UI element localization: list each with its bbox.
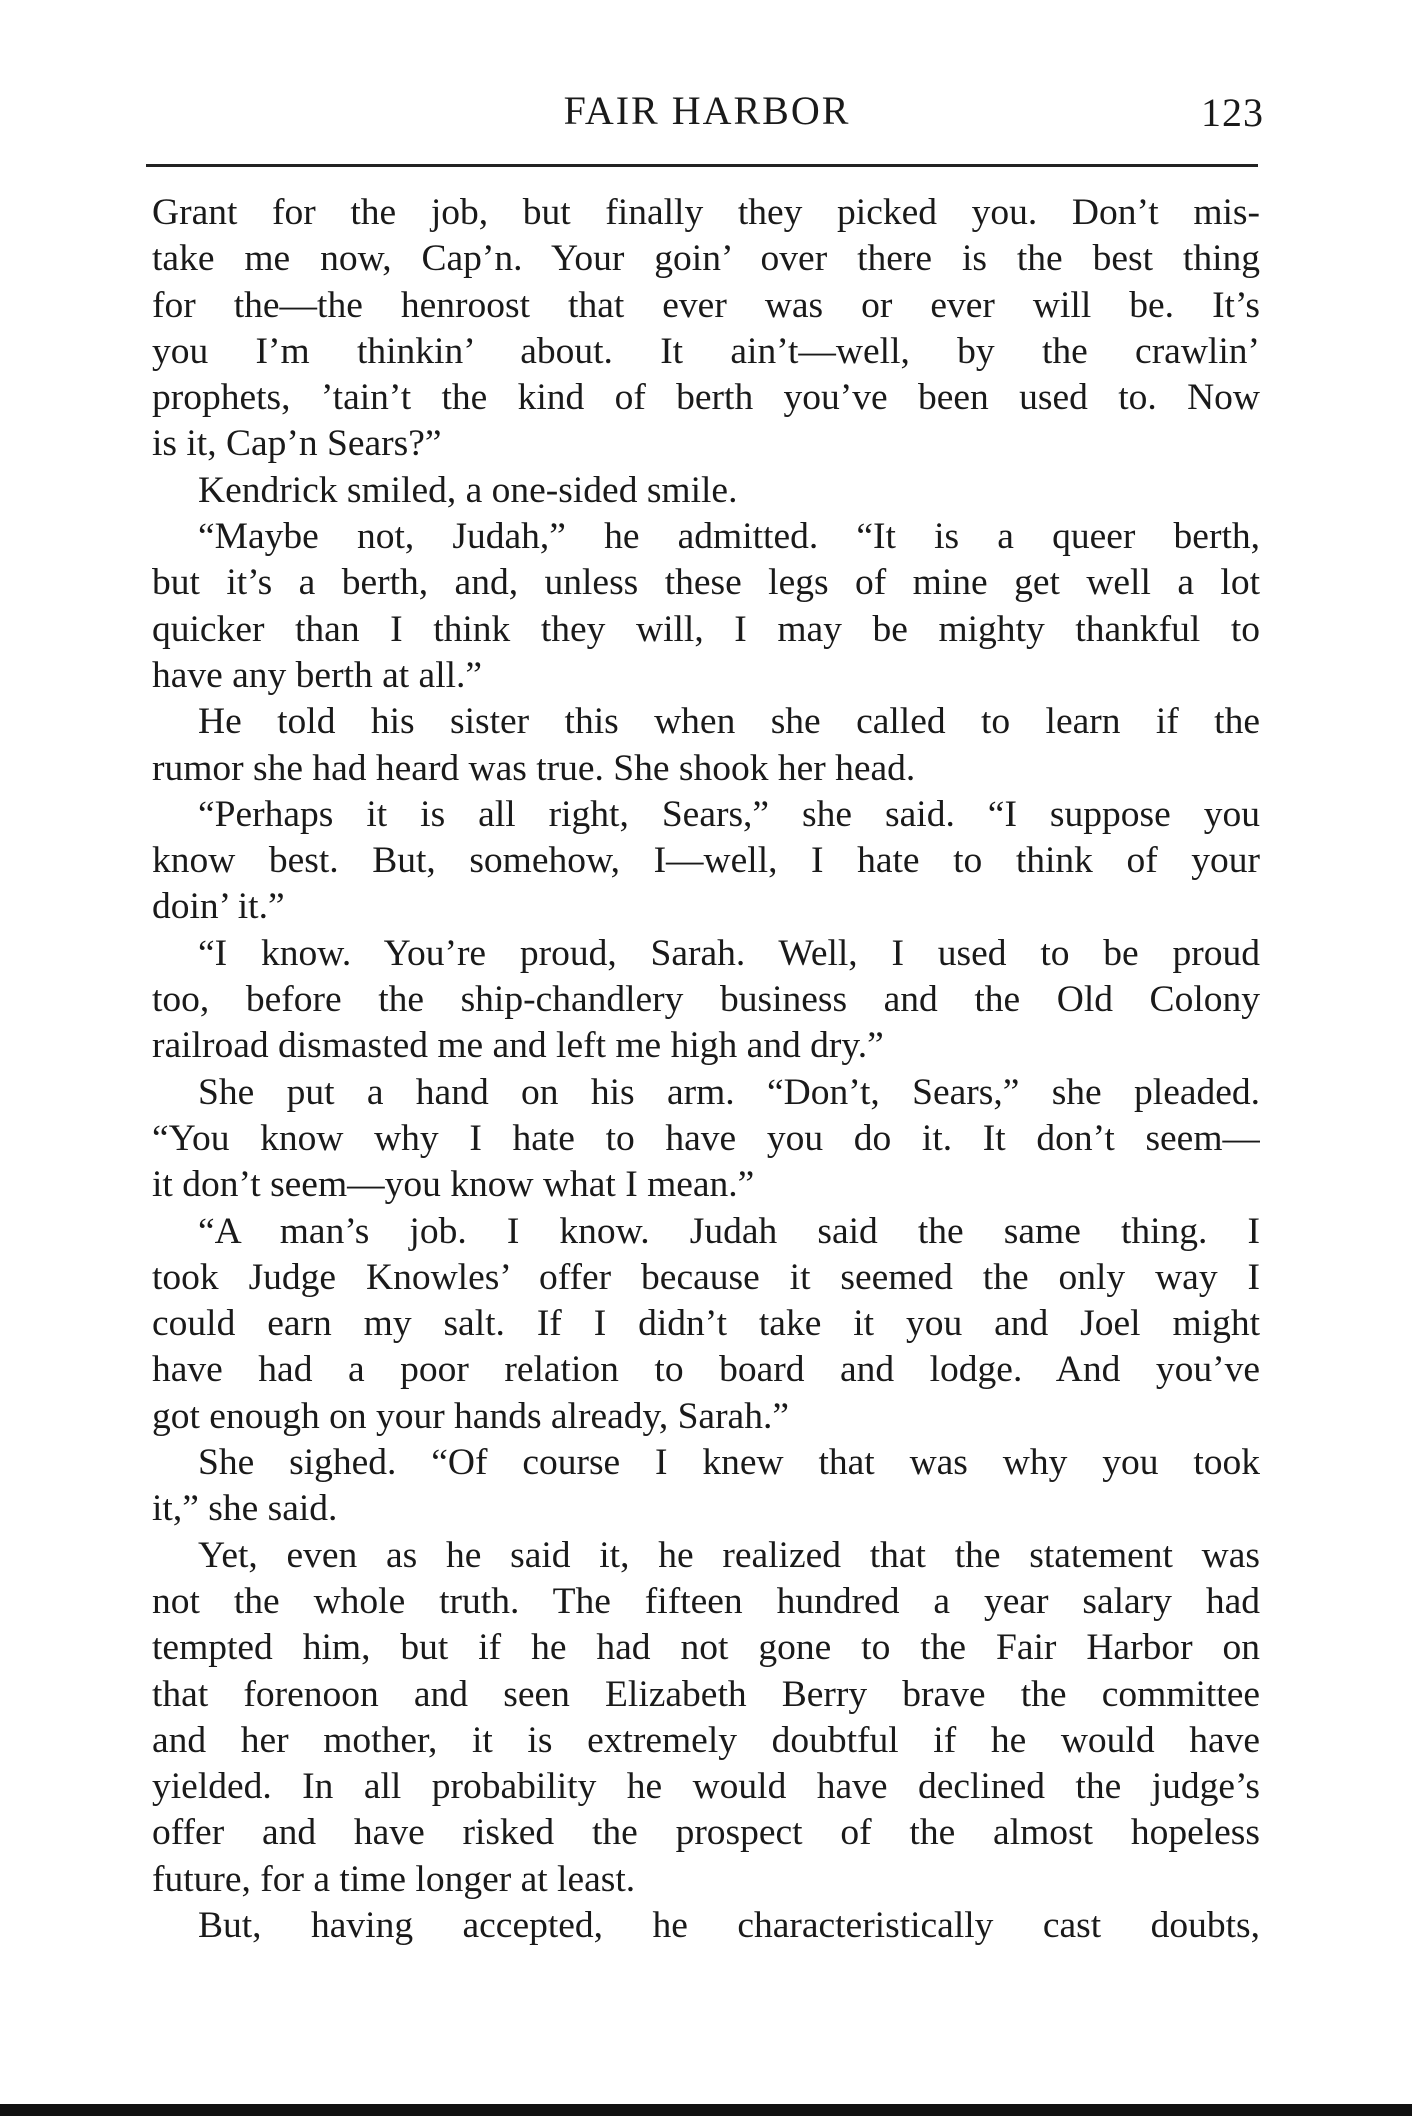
text-line: rumor she had heard was true. She shook her head. [152, 747, 916, 789]
text-line: prophets, ’tain’t the kind of berth you’ve been used to. Now [152, 377, 1260, 419]
text-line: it,” she said. [152, 1488, 338, 1530]
text-line: got enough on your hands already, Sarah.” [152, 1395, 789, 1437]
text-line: “I know. You’re proud, Sarah. Well, I used to be proud [198, 932, 1260, 974]
scan-bottom-edge [0, 2104, 1412, 2116]
text-line: you I’m thinkin’ about. It ain’t—well, by the crawlin’ [152, 330, 1260, 372]
text-line: “Maybe not, Judah,” he admitted. “It is a queer berth, [198, 516, 1260, 558]
text-line: not the whole truth. The fifteen hundred a year salary had [152, 1580, 1260, 1622]
running-head [150, 86, 1264, 146]
text-line: for the—the henroost that ever was or ever will be. It’s [152, 284, 1260, 326]
header-rule [146, 164, 1258, 167]
text-line: offer and have risked the prospect of the almost hopeless [152, 1812, 1260, 1854]
text-line: tempted him, but if he had not gone to the Fair Harbor on [152, 1627, 1260, 1669]
text-line: took Judge Knowles’ offer because it seemed the only way I [152, 1256, 1260, 1298]
page-number: 123 [1201, 90, 1264, 135]
text-line: railroad dismasted me and left me high and dry.” [152, 1025, 884, 1067]
text-line: future, for a time longer at least. [152, 1858, 636, 1900]
text-line: have any berth at all.” [152, 654, 483, 696]
body-text [152, 190, 1260, 1949]
text-line: have had a poor relation to board and lodge. And you’ve [152, 1349, 1260, 1391]
text-line: it don’t seem—you know what I mean.” [152, 1164, 755, 1206]
text-line: Yet, even as he said it, he realized that the statement was [198, 1534, 1260, 1576]
text-line: but it’s a berth, and, unless these legs of mine get well a lot [152, 562, 1260, 604]
text-line: But, having accepted, he characteristically cast doubts, [198, 1904, 1260, 1946]
text-line: Kendrick smiled, a one-sided smile. [198, 469, 738, 511]
text-line: He told his sister this when she called to learn if the [198, 701, 1260, 743]
text-line: She sighed. “Of course I knew that was why you took [198, 1442, 1260, 1484]
text-line: could earn my salt. If I didn’t take it you and Joel might [152, 1303, 1260, 1345]
text-line: quicker than I think they will, I may be mighty thankful to [152, 608, 1260, 650]
text-line: know best. But, somehow, I—well, I hate to think of your [152, 840, 1260, 882]
text-line: doin’ it.” [152, 886, 285, 928]
text-line: She put a hand on his arm. “Don’t, Sears,” she pleaded. [198, 1071, 1260, 1113]
text-line: take me now, Cap’n. Your goin’ over there is the best thing [152, 238, 1260, 280]
text-line: is it, Cap’n Sears?” [152, 423, 442, 465]
text-line: “A man’s job. I know. Judah said the same thing. I [198, 1210, 1260, 1252]
text-line: that forenoon and seen Elizabeth Berry brave the committee [152, 1673, 1260, 1715]
text-line: “You know why I hate to have you do it. It don’t seem— [152, 1117, 1260, 1159]
text-line: “Perhaps it is all right, Sears,” she said. “I suppose you [198, 793, 1260, 835]
text-line: too, before the ship-chandlery business and the Old Colony [152, 979, 1260, 1021]
running-title: FAIR HARBOR [563, 88, 851, 133]
text-line: Grant for the job, but finally they picked you. Don’t mis- [152, 192, 1260, 233]
text-line: yielded. In all probability he would have declined the judge’s [152, 1766, 1260, 1808]
text-line: and her mother, it is extremely doubtful if he would have [152, 1719, 1260, 1761]
